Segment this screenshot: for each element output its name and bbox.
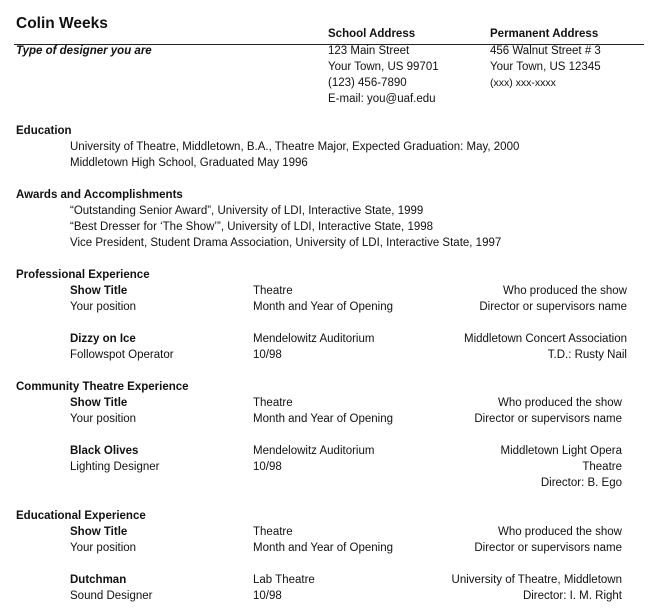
show-producer: Who produced the show [497, 397, 622, 409]
school-email[interactable]: E-mail: you@uaf.edu [328, 93, 436, 105]
show-position: Followspot Operator [70, 349, 174, 361]
resume-name: Colin Weeks [16, 15, 108, 32]
show-producer: Who produced the show [497, 526, 622, 538]
show-venue: Theatre [253, 526, 293, 538]
awards-heading: Awards and Accomplishments [16, 189, 183, 201]
permanent-city: Your Town, US 12345 [490, 61, 601, 73]
show-director: Director: B. Ego [540, 477, 622, 489]
show-date: 10/98 [253, 461, 282, 473]
show-title: Dutchman [70, 574, 127, 586]
show-director: T.D.: Rusty Nail [547, 349, 627, 361]
show-position: Your position [70, 542, 137, 554]
community-heading: Community Theatre Experience [16, 381, 189, 393]
professional-heading: Professional Experience [16, 269, 150, 281]
show-venue: Lab Theatre [253, 574, 315, 586]
education-heading: Education [16, 125, 72, 137]
show-director: Director or supervisors name [474, 413, 622, 425]
permanent-street: 456 Walnut Street # 3 [490, 45, 601, 57]
education-item: Middletown High School, Graduated May 1996 [70, 157, 308, 169]
school-city: Your Town, US 99701 [328, 61, 439, 73]
show-position: Lighting Designer [70, 461, 160, 473]
show-venue: Theatre [253, 397, 293, 409]
school-phone: (123) 456-7890 [328, 77, 407, 89]
show-position: Your position [70, 413, 137, 425]
permanent-phone: (xxx) xxx-xxxx [490, 77, 556, 89]
show-director: Director or supervisors name [479, 301, 627, 313]
show-title: Show Title [70, 397, 128, 409]
show-position: Your position [70, 301, 137, 313]
show-title: Show Title [70, 526, 128, 538]
show-producer: Middletown Concert Association [464, 333, 627, 345]
show-producer: Who produced the show [502, 285, 627, 297]
show-venue: Theatre [253, 285, 293, 297]
show-date: 10/98 [253, 590, 282, 602]
school-street: 123 Main Street [328, 45, 410, 57]
show-producer: Middletown Light Opera [500, 445, 622, 457]
designer-type: Type of designer you are [16, 45, 152, 57]
show-producer-cont: Theatre [582, 461, 622, 473]
show-date: Month and Year of Opening [253, 301, 394, 313]
educational-heading: Educational Experience [16, 510, 146, 522]
show-date: 10/98 [253, 349, 282, 361]
show-director: Director or supervisors name [474, 542, 622, 554]
show-date: Month and Year of Opening [253, 542, 394, 554]
show-title: Dizzy on Ice [70, 333, 136, 345]
show-position: Sound Designer [70, 590, 153, 602]
show-venue: Mendelowitz Auditorium [253, 445, 375, 457]
show-title: Black Olives [70, 445, 139, 457]
show-producer: University of Theatre, Middletown [451, 574, 622, 586]
award-item: “Outstanding Senior Award”, University of LDI, Interactive State, 1999 [70, 205, 424, 217]
show-venue: Mendelowitz Auditorium [253, 333, 375, 345]
award-item: “Best Dresser for ‘The Show’”, University of LDI, Interactive State, 1998 [70, 221, 434, 233]
award-item: Vice President, Student Drama Association, University of LDI, Interactive State, 1997 [70, 237, 502, 249]
show-date: Month and Year of Opening [253, 413, 394, 425]
permanent-address-heading: Permanent Address [490, 28, 599, 40]
show-title: Show Title [70, 285, 128, 297]
show-director: Director: I. M. Right [522, 590, 622, 602]
school-address-heading: School Address [328, 28, 416, 40]
education-item: University of Theatre, Middletown, B.A., Theatre Major, Expected Graduation: May, 2000 [70, 141, 520, 153]
